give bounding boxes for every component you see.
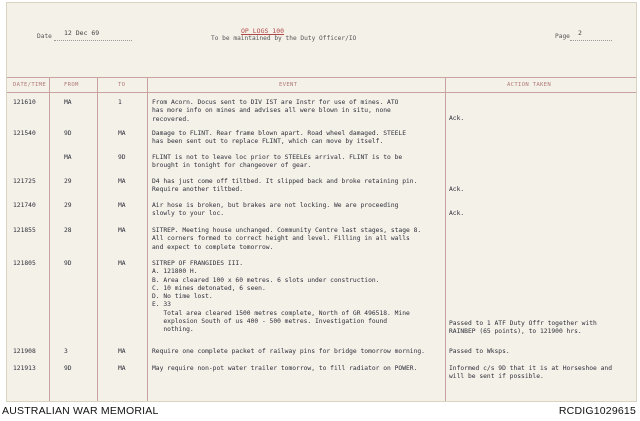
- row-event: Require one complete packet of railway pins for bridge tomorrow morning.: [152, 348, 425, 355]
- col-divider: [445, 77, 446, 401]
- row-action: Ack.: [449, 210, 465, 217]
- row-event: D4 has just come off tiltbed. It slipped back and broke retaining pin. Require another tiltbed.: [152, 178, 418, 194]
- row-datetime: 121725: [13, 178, 36, 185]
- row-event: SITREP. Meeting house unchanged. Community Centre last stages, stage 8. All corners formed to correct height and level. Filling in all walls and expect to complete tomorrow.: [152, 227, 422, 251]
- table-header-rule: [7, 92, 636, 93]
- log-sheet: [6, 2, 637, 402]
- row-to: MA: [118, 202, 126, 209]
- row-from: 29: [64, 202, 72, 209]
- row-datetime: 121610: [13, 99, 36, 106]
- row-from: 9D: [64, 130, 72, 137]
- row-event: May require non-pot water trailer tomorrow, to fill radiator on POWER.: [152, 365, 418, 372]
- row-datetime: 121913: [13, 365, 36, 372]
- row-action: Passed to Wksps.: [449, 348, 510, 355]
- footer-archive: AUSTRALIAN WAR MEMORIAL: [2, 405, 159, 417]
- row-from: 9D: [64, 365, 72, 372]
- row-to: 9D: [118, 154, 126, 161]
- row-datetime: 121805: [13, 260, 36, 267]
- row-to: 1: [118, 99, 122, 106]
- row-from: 9D: [64, 260, 72, 267]
- page-underline: [570, 40, 612, 41]
- col-header-from: FROM: [64, 82, 79, 88]
- row-to: MA: [118, 227, 126, 234]
- log-title: OP LOGS 100: [241, 27, 285, 35]
- col-header-action: ACTION TAKEN: [507, 82, 552, 88]
- row-event: From Acorn. Docus sent to DIV IST are Instr for use of mines. ATO has more info on mines and advises all were blown in situ, none recovered.: [152, 99, 399, 123]
- page-value: 2: [578, 29, 582, 37]
- row-to: MA: [118, 348, 126, 355]
- date-underline: [54, 40, 132, 41]
- row-datetime: 121855: [13, 227, 36, 234]
- col-divider: [147, 77, 148, 401]
- col-divider: [97, 77, 98, 401]
- row-to: MA: [118, 130, 126, 137]
- col-divider: [49, 77, 50, 401]
- row-datetime: 121908: [13, 348, 36, 355]
- row-datetime: 121540: [13, 130, 36, 137]
- col-header-event: EVENT: [279, 82, 298, 88]
- row-event: FLINT is not to leave loc prior to STEELEs arrival. FLINT is to be brought in tonight for changeover of gear.: [152, 154, 403, 170]
- col-header-to: TO: [118, 82, 126, 88]
- footer-record-id: RCDIG1029615: [558, 405, 636, 417]
- table-top-rule: [7, 77, 636, 78]
- row-event: Damage to FLINT. Rear frame blown apart. Road wheel damaged. STEELE has been sent out to replace FLINT, which can move by itself.: [152, 130, 407, 146]
- row-action: Ack.: [449, 186, 465, 193]
- row-from: 28: [64, 227, 72, 234]
- date-value: 12 Dec 69: [64, 29, 100, 37]
- col-header-datetime: DATE/TIME: [13, 82, 47, 88]
- row-datetime: 121740: [13, 202, 36, 209]
- row-event: SITREP OF FRANGIDES III. A. 121800 H. B. Area cleared 100 x 60 metres. 6 slots under construction. C. 10 mines detonated, 6 seen. D. No time lost. E. 33 Total area cleared 1500 metres complete, North of GR 496518. Mine explosion South of us 400 - 500 metres. Investigation found nothing.: [152, 260, 410, 334]
- row-from: MA: [64, 154, 72, 161]
- row-action: Informed c/s 9D that it is at Horseshoe and will be sent if possible.: [449, 365, 613, 381]
- page-label: Page: [555, 33, 570, 40]
- row-from: 29: [64, 178, 72, 185]
- row-action: Passed to 1 ATF Duty Offr together with RAINBEP (65 points), to 121900 hrs.: [449, 320, 597, 336]
- row-action: Ack.: [449, 115, 465, 122]
- row-to: MA: [118, 260, 126, 267]
- date-label: Date: [37, 33, 52, 40]
- row-to: MA: [118, 365, 126, 372]
- row-from: MA: [64, 99, 72, 106]
- row-event: Air hose is broken, but brakes are not locking. We are proceeding slowly to your loc.: [152, 202, 399, 218]
- row-to: MA: [118, 178, 126, 185]
- log-table: [7, 77, 636, 401]
- log-subtitle: To be maintained by the Duty Officer/IO: [211, 35, 357, 42]
- row-from: 3: [64, 348, 68, 355]
